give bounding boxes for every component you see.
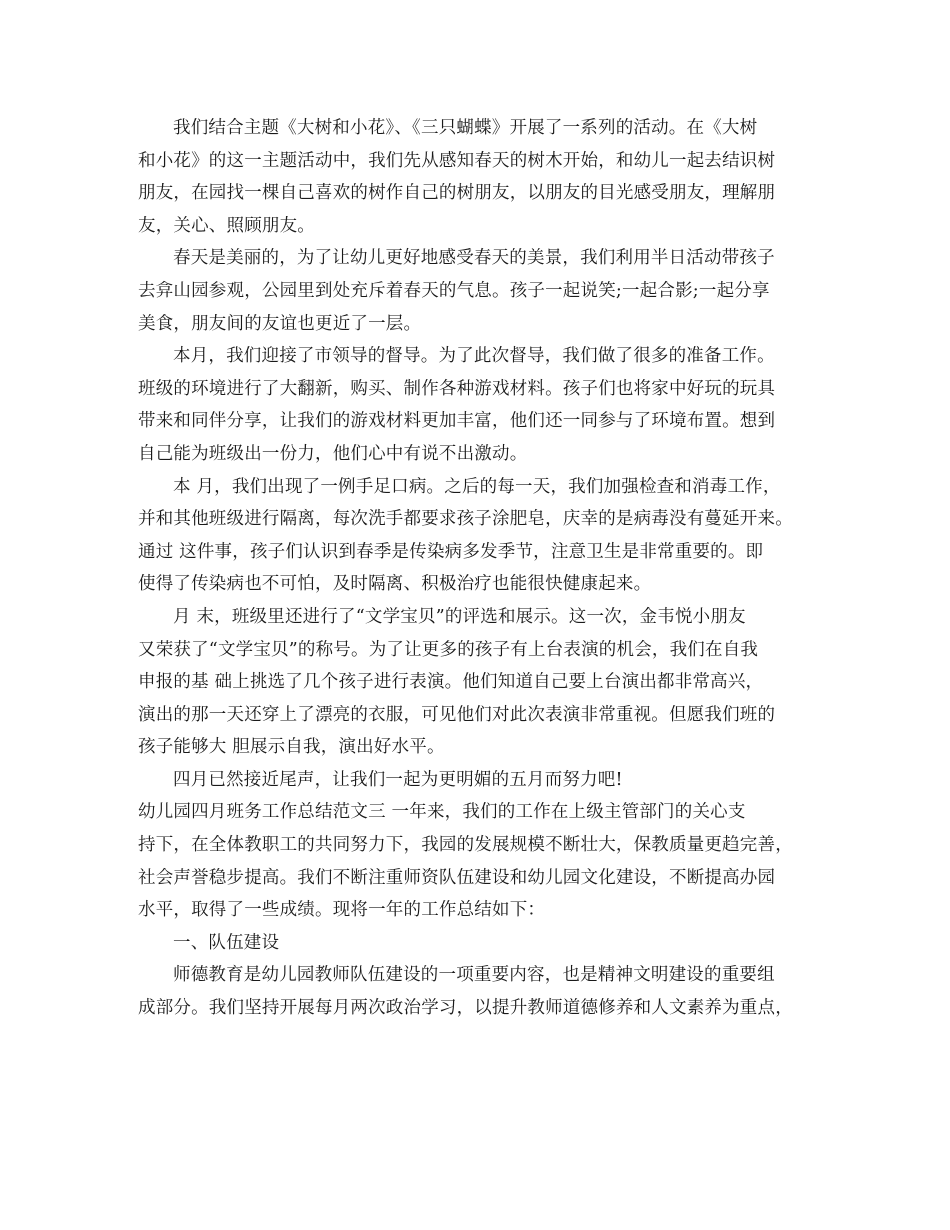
paragraph-line: 美食，朋友间的友谊也更近了一层。: [138, 313, 422, 334]
paragraph-line: 又荣获了“文学宝贝”的称号。为了让更多的孩子有上台表演的机会，我们在自我: [138, 639, 759, 660]
paragraph-p3: [138, 340, 818, 470]
paragraph-p9: [138, 959, 818, 1024]
paragraph-line: 春天是美丽的，为了让幼儿更好地感受春天的美景，我们利用半日活动带孩子: [173, 248, 775, 269]
paragraph-line: 我们结合主题《大树和小花》、《三只蝴蝶》开展了一系列的活动。在《大树: [173, 118, 758, 138]
paragraph-line: 社会声誉稳步提高。我们不断注重师资队伍建设和幼儿园文化建设，不断提高办园: [138, 867, 776, 888]
document-body: [138, 112, 818, 1025]
paragraph-line: 自己能为班级出一份力，他们心中有说不出激动。: [138, 443, 528, 464]
paragraph-line: 友，关心、照顾朋友。: [138, 215, 315, 236]
paragraph-line: 幼儿园四月班务工作总结范文三 一年来，我们的工作在上级主管部门的关心支: [138, 802, 746, 823]
paragraph-p7: [138, 796, 818, 926]
paragraph-line: 演出的那一天还穿上了漂亮的衣服，可见他们对此次表演非常重视。但愿我们班的: [138, 704, 776, 725]
paragraph-line: 和小花》的这一主题活动中，我们先从感知春天的树木开始，和幼儿一起去结识树: [138, 150, 776, 171]
paragraph-line: 带来和同伴分享，让我们的游戏材料更加丰富，他们还一同参与了环境布置。想到: [138, 411, 776, 432]
paragraph-line: 使得了传染病也不可怕，及时隔离、积极治疗也能很快健康起来。: [138, 574, 652, 595]
paragraph-p4: [138, 471, 818, 601]
paragraph-line: 孩子能够大 胆展示自我，演出好水平。: [138, 737, 445, 758]
paragraph-line: 朋友，在园找一棵自己喜欢的树作自己的树朋友，以朋友的目光感受朋友，理解朋: [138, 183, 776, 204]
paragraph-line: 师德教育是幼儿园教师队伍建设的一项重要内容，也是精神文明建设的重要组: [173, 965, 775, 986]
paragraph-line: 水平，取得了一些成绩。现将一年的工作总结如下：: [138, 900, 546, 921]
paragraph-line: 本月，我们迎接了市领导的督导。为了此次督导，我们做了很多的准备工作。: [173, 346, 775, 367]
paragraph-line: 成部分。我们坚持开展每月两次政治学习，以提升教师道德修养和人文素养为重点，: [138, 998, 793, 1019]
paragraph-p6: [138, 764, 818, 797]
paragraph-p1: [138, 112, 818, 242]
paragraph-line: 持下，在全体教职工的共同努力下，我园的发展规模不断壮大，保教质量更趋完善，: [138, 835, 793, 856]
paragraph-p8: [138, 927, 818, 960]
paragraph-line: 四月已然接近尾声，让我们一起为更明媚的五月而努力吧!: [173, 769, 623, 790]
paragraph-line: 去弇山园参观，公园里到处充斥着春天的气息。孩子一起说笑;一起合影;一起分享: [138, 280, 770, 301]
paragraph-line: 班级的环境进行了大翻新，购买、制作各种游戏材料。孩子们也将家中好玩的玩具: [138, 378, 776, 399]
paragraph-line: 通过 这件事，孩子们认识到春季是传染病多发季节，注意卫生是非常重要的。即: [138, 541, 764, 562]
paragraph-line: 并和其他班级进行隔离，每次洗手都要求孩子涂肥皂，庆幸的是病毒没有蔓延开来。: [138, 509, 793, 530]
paragraph-line: 月 末，班级里还进行了“文学宝贝”的评选和展示。这一次，金韦悦小朋友: [173, 606, 746, 627]
paragraph-p5: [138, 601, 818, 764]
paragraph-line: 一、队伍建设: [173, 932, 280, 953]
paragraph-line: 本 月，我们出现了一例手足口病。之后的每一天，我们加强检查和消毒工作，: [173, 476, 781, 497]
paragraph-line: 申报的基 础上挑选了几个孩子进行表演。他们知道自己要上台演出都非常高兴，: [138, 672, 764, 693]
paragraph-p2: [138, 242, 818, 340]
